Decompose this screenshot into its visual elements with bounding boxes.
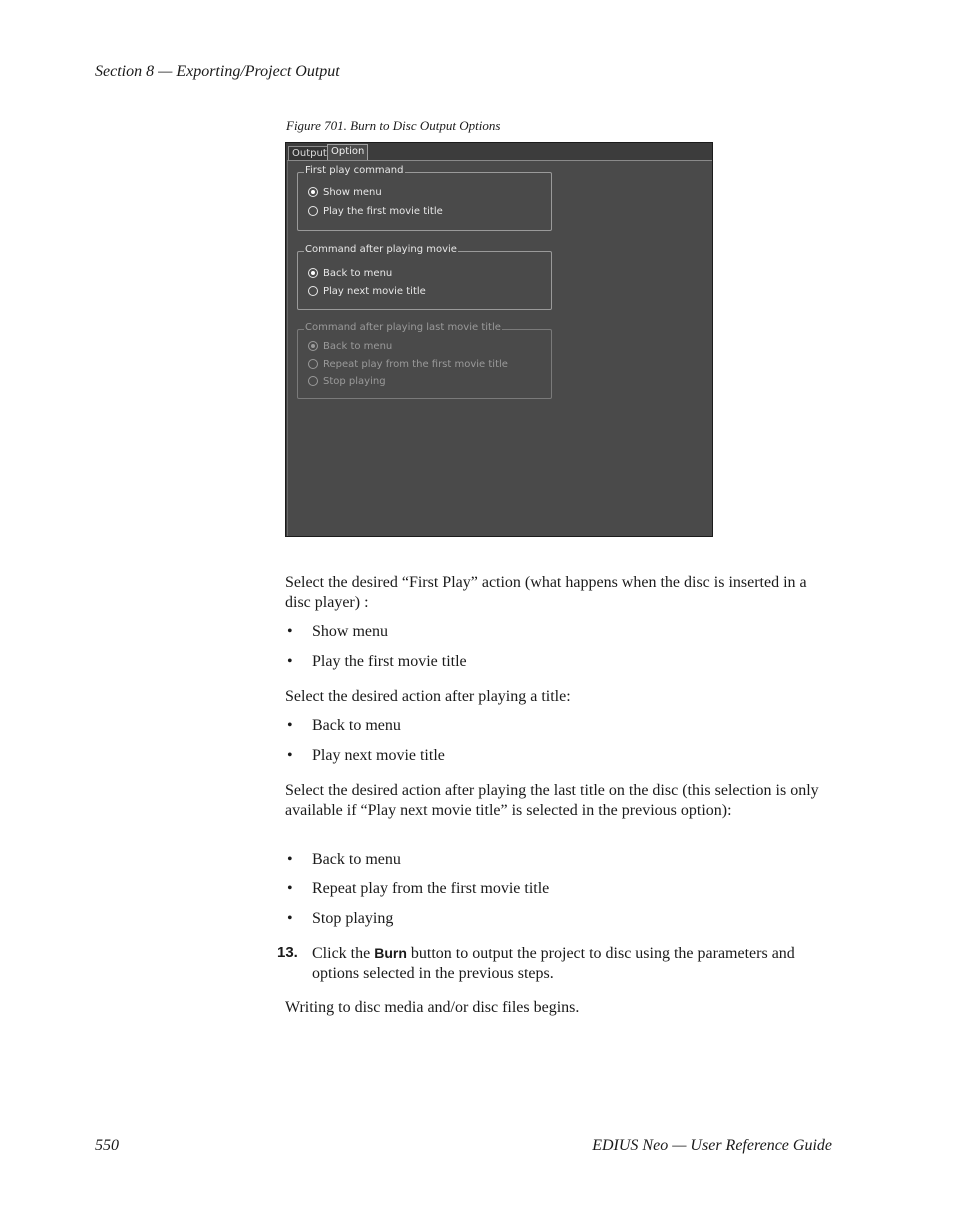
first-play-command-group [297, 165, 552, 231]
bullet-icon: • [287, 851, 293, 868]
paragraph-first-play: Select the desired “First Play” action (what happens when the disc is inserted in a disc player) : [285, 574, 807, 611]
group-label: Command after playing last movie title [305, 322, 501, 333]
radio-label: Stop playing [323, 375, 386, 387]
list-item [287, 652, 467, 672]
section-header: Section 8 — Exporting/Project Output [95, 63, 340, 80]
radio-button-icon[interactable] [308, 286, 318, 296]
figure-caption: Figure 701. Burn to Disc Output Options [286, 118, 501, 133]
list-item [287, 716, 401, 736]
tab-option[interactable]: Option [327, 144, 368, 161]
paragraph-after-last-title: Select the desired action after playing the last title on the disc (this selection is only available if “Play next movie title” is selected in the previous option): [285, 782, 819, 819]
group-label: First play command [305, 165, 404, 176]
step-text-before: Click the [312, 945, 375, 962]
list-item-text: Repeat play from the first movie title [312, 880, 550, 897]
list-item-text: Show menu [312, 623, 388, 640]
radio-option-back-to-menu-disabled [308, 339, 392, 353]
step-text-after: button to output the project to disc using the parameters and options selected in the previous steps. [312, 945, 795, 982]
list-item-text: Play the first movie title [312, 653, 467, 670]
radio-button-icon[interactable] [308, 187, 318, 197]
radio-button-icon [308, 376, 318, 386]
radio-label: Back to menu [323, 340, 393, 352]
bullet-icon: • [287, 747, 293, 764]
radio-button-icon[interactable] [308, 206, 318, 216]
bullet-icon: • [287, 910, 293, 927]
bullet-icon: • [287, 880, 293, 897]
radio-option-show-menu[interactable] [308, 185, 382, 199]
radio-label: Play next movie title [323, 285, 426, 297]
radio-label: Play the first movie title [323, 205, 443, 217]
list-item [287, 879, 549, 899]
radio-label: Back to menu [323, 267, 393, 279]
step-text [312, 943, 837, 984]
bullet-icon: • [287, 653, 293, 670]
list-item-text: Stop playing [312, 910, 394, 927]
tab-output[interactable]: Output [288, 146, 331, 160]
ui-term-burn: Burn [374, 945, 407, 961]
list-item-text: Back to menu [312, 851, 401, 868]
list-item-text: Back to menu [312, 717, 401, 734]
paragraph-after-title: Select the desired action after playing a title: [285, 688, 571, 705]
radio-option-repeat-play-disabled [308, 357, 508, 371]
command-after-movie-group [297, 244, 552, 310]
radio-option-stop-playing-disabled [308, 374, 386, 388]
step-number: 13. [277, 944, 298, 961]
radio-label: Repeat play from the first movie title [323, 358, 508, 370]
page-number: 550 [95, 1137, 119, 1154]
tab-content [287, 160, 712, 536]
tab-strip [286, 143, 712, 160]
guide-title: EDIUS Neo — User Reference Guide [592, 1137, 832, 1154]
list-item [287, 850, 401, 870]
bullet-icon: • [287, 717, 293, 734]
list-item [287, 746, 445, 766]
radio-button-icon [308, 341, 318, 351]
radio-label: Show menu [323, 186, 382, 198]
radio-option-play-next-title[interactable] [308, 284, 426, 298]
command-after-last-title-group [297, 322, 552, 399]
burn-options-panel [285, 142, 713, 537]
list-item [287, 909, 393, 929]
radio-button-icon [308, 359, 318, 369]
list-item [287, 622, 388, 642]
radio-option-play-first-title[interactable] [308, 204, 443, 218]
radio-button-icon[interactable] [308, 268, 318, 278]
group-label: Command after playing movie [305, 244, 457, 255]
list-item-text: Play next movie title [312, 747, 445, 764]
radio-option-back-to-menu[interactable] [308, 266, 392, 280]
bullet-icon: • [287, 623, 293, 640]
paragraph-writing-begins: Writing to disc media and/or disc files begins. [285, 999, 580, 1016]
